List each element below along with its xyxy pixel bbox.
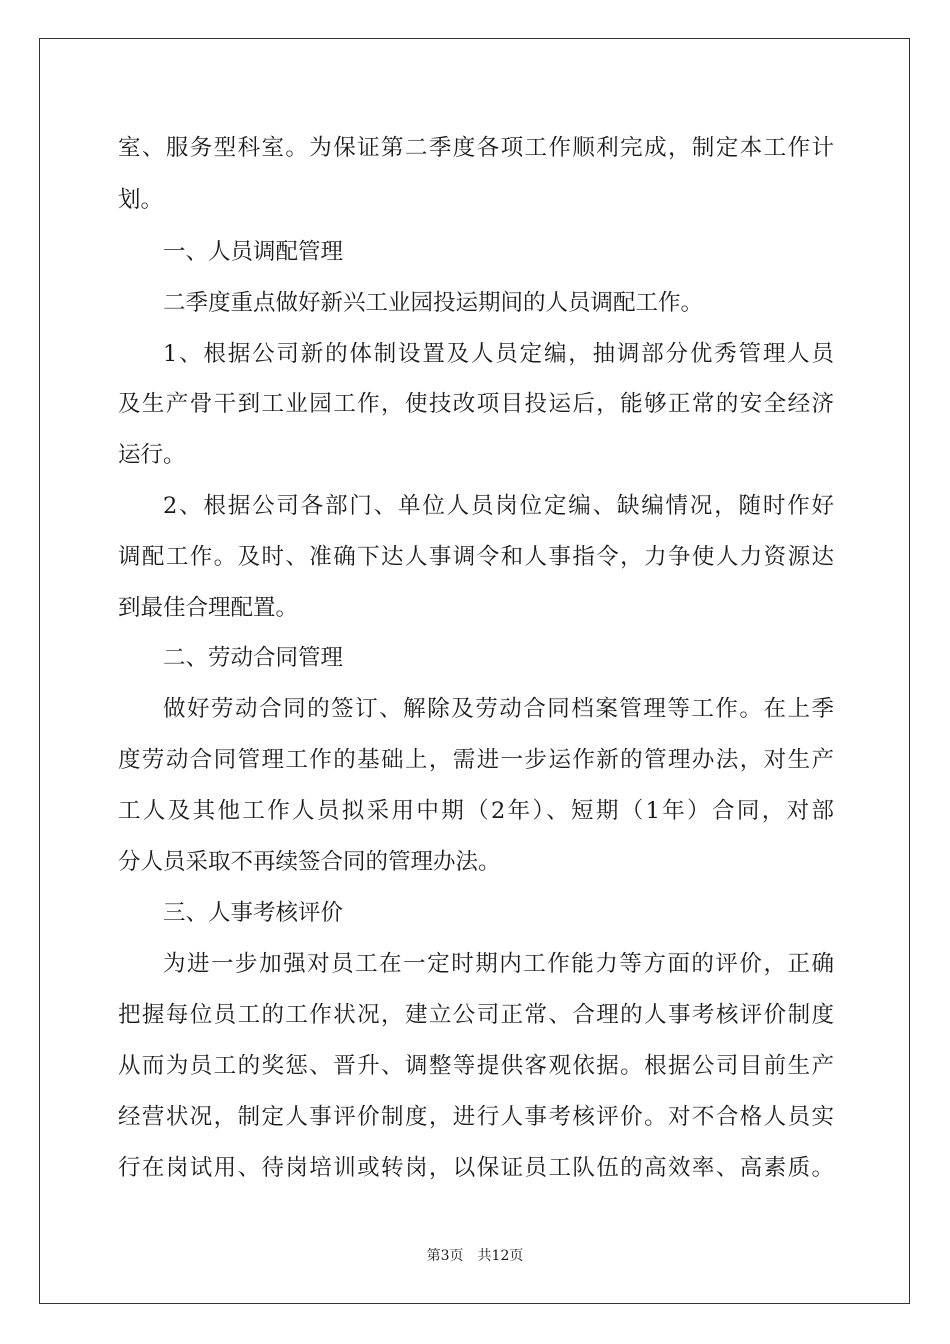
text-line: 调配工作。及时、准确下达人事调令和人事指令，力争使人力资源达	[118, 544, 834, 570]
text-line: 把握每位员工的工作状况，建立公司正常、合理的人事考核评价制度	[118, 1002, 834, 1028]
text-line: 工人及其他工作人员拟采用中期（2年）、短期（1年）合同，对部	[118, 798, 834, 824]
text-line: 到最佳合理配置。	[118, 595, 299, 621]
text-line: 做好劳动合同的签订、解除及劳动合同档案管理等工作。在上季	[163, 696, 834, 722]
text-line: 经营状况，制定人事评价制度，进行人事考核评价。对不合格人员实	[118, 1104, 834, 1130]
page-footer	[0, 1246, 950, 1266]
text-line: 运行。	[118, 442, 186, 468]
section-heading: 一、人员调配管理	[163, 239, 344, 265]
page-number: 第3页	[426, 1248, 464, 1264]
text-line: 室、服务型科室。为保证第二季度各项工作顺利完成，制定本工作计	[118, 135, 834, 161]
section-heading: 二、劳动合同管理	[163, 645, 344, 671]
section-heading: 三、人事考核评价	[163, 900, 344, 926]
text-line: 及生产骨干到工业园工作，使技改项目投运后，能够正常的安全经济	[118, 391, 834, 417]
text-line: 度劳动合同管理工作的基础上，需进一步运作新的管理办法，对生产	[118, 747, 834, 773]
text-line: 1、根据公司新的体制设置及人员定编，抽调部分优秀管理人员	[163, 341, 834, 367]
text-line: 划。	[118, 187, 164, 213]
text-line: 从而为员工的奖惩、晋升、调整等提供客观依据。根据公司目前生产	[118, 1053, 834, 1079]
text-line: 2、根据公司各部门、单位人员岗位定编、缺编情况，随时作好	[163, 493, 834, 519]
page-total: 共12页	[477, 1248, 524, 1264]
text-line: 分人员采取不再续签合同的管理办法。	[118, 849, 501, 875]
text-line: 为进一步加强对员工在一定时期内工作能力等方面的评价，正确	[163, 951, 834, 977]
text-line: 行在岗试用、待岗培训或转岗，以保证员工队伍的高效率、高素质。	[118, 1155, 834, 1181]
text-line: 二季度重点做好新兴工业园投运期间的人员调配工作。	[163, 290, 704, 316]
